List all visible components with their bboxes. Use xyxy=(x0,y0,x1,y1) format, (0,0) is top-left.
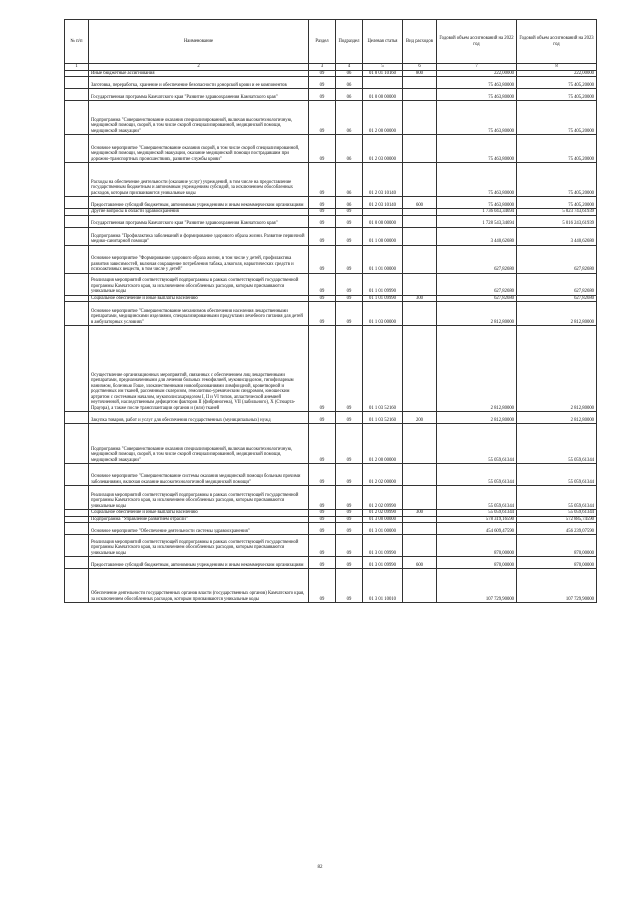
cell-target: 01 1 01 09990 xyxy=(363,295,403,302)
cell-name: Обеспечение деятельности государственных органов власти (государственных органов) Камчатского края, за исключением обособленных расходов, которым присваиваются уникальные коды xyxy=(89,569,309,603)
cell-num xyxy=(65,326,89,412)
cell-y2022: 75 463,80000 xyxy=(437,101,517,135)
table-row xyxy=(65,77,597,89)
cell-name: Основное мероприятие "Совершенствование системы оказания медицинской помощи больным прочими заболеваниями, включая оказание высокотехнологичной медицинской помощи" xyxy=(89,464,309,486)
cell-type xyxy=(403,464,437,486)
cell-name: Основное мероприятие "Формирование здорового образа жизни, в том числе у детей, профилактика развития зависимостей, включая сокращение потребления табака, алкоголя, наркотических средств и психоактивных веществ, в том числе у детей" xyxy=(89,245,309,273)
cell-name: Подпрограмма "Совершенствование оказания специализированной, включая высокотехнологичную, медицинской помощи, скорой, в том числе скорой специализированной, медицинской помощи, медицинской эвакуации" xyxy=(89,424,309,464)
cell-y2022: 2 812,80000 xyxy=(437,302,517,326)
cell-y2022: 454 609,47590 xyxy=(437,523,517,535)
cell-subsection: 09 xyxy=(336,326,363,412)
cell-num xyxy=(65,412,89,424)
cell-subsection: 09 xyxy=(336,302,363,326)
cell-subsection: 09 xyxy=(336,523,363,535)
table-row xyxy=(65,302,597,326)
cell-target xyxy=(363,77,403,89)
cell-subsection: 09 xyxy=(336,209,363,216)
cell-section: 09 xyxy=(309,215,336,227)
cell-name: Иные бюджетные ассигнования xyxy=(89,70,309,77)
cell-section: 09 xyxy=(309,326,336,412)
cell-y2022: 3 440,62680 xyxy=(437,227,517,245)
cell-type xyxy=(403,135,437,163)
cell-section: 09 xyxy=(309,163,336,197)
cell-section: 09 xyxy=(309,70,336,77)
cell-subsection: 09 xyxy=(336,412,363,424)
cell-y2022: 578 319,16590 xyxy=(437,516,517,523)
cell-y2023: 572 885,74590 xyxy=(517,516,597,523)
table-header xyxy=(65,20,597,64)
table-row xyxy=(65,486,597,510)
cell-target: 01 2 03 10140 xyxy=(363,197,403,209)
cell-subsection: 09 xyxy=(336,215,363,227)
cell-target: 01 1 01 09990 xyxy=(363,273,403,295)
cell-y2023: 75 405,20000 xyxy=(517,101,597,135)
cell-type xyxy=(403,215,437,227)
col-number: 5 xyxy=(363,64,403,71)
table-row xyxy=(65,245,597,273)
cell-type xyxy=(403,101,437,135)
cell-y2023: 55 059,61344 xyxy=(517,510,597,517)
cell-section: 09 xyxy=(309,412,336,424)
cell-type: 600 xyxy=(403,197,437,209)
cell-type xyxy=(403,535,437,557)
cell-y2022: 627,82680 xyxy=(437,273,517,295)
cell-y2022: 1 728 543,34694 xyxy=(437,215,517,227)
budget-table xyxy=(64,19,597,603)
cell-y2022: 75 463,80000 xyxy=(437,89,517,101)
col-number: 1 xyxy=(65,64,89,71)
cell-name: Реализация мероприятий соответствующей подпрограммы в рамках соответствующей государственной программы Камчатского края, за исключением обособленных расходов, которым присваиваются уникальные коды xyxy=(89,535,309,557)
cell-y2023: 75 405,20000 xyxy=(517,197,597,209)
cell-section: 09 xyxy=(309,464,336,486)
cell-section: 09 xyxy=(309,516,336,523)
cell-name: Подпрограмма "Профилактика заболеваний и формирование здорового образа жизни. Развитие первичной медико-санитарной помощи" xyxy=(89,227,309,245)
cell-type: 300 xyxy=(403,295,437,302)
cell-subsection: 09 xyxy=(336,557,363,569)
table-row xyxy=(65,535,597,557)
table-row xyxy=(65,412,597,424)
cell-name: Реализация мероприятий соответствующей подпрограммы в рамках соответствующей государственной программы Камчатского края, за исключением обособленных расходов, которым присваиваются уникальные коды xyxy=(89,486,309,510)
cell-y2022: 75 463,80000 xyxy=(437,135,517,163)
cell-name: Расходы на обеспечение деятельности (оказание услуг) учреждений, в том числе на предоставление государственным бюджетным и автономным учреждениям субсидий, за исключением обособленных расходов, которым присваиваются уникальные коды xyxy=(89,163,309,197)
cell-type: 300 xyxy=(403,510,437,517)
cell-num xyxy=(65,101,89,135)
cell-type xyxy=(403,89,437,101)
cell-section: 09 xyxy=(309,227,336,245)
cell-y2023: 627,82680 xyxy=(517,295,597,302)
col-number: 2 xyxy=(89,64,309,71)
cell-num xyxy=(65,302,89,326)
cell-type xyxy=(403,163,437,197)
cell-y2022: 2 812,80000 xyxy=(437,326,517,412)
cell-name: Подпрограмма "Совершенствование оказания специализированной, включая высокотехнологичную, медицинской помощи, скорой, в том числе скорой специализированной, медицинской помощи, медицинской эвакуации" xyxy=(89,101,309,135)
cell-y2023: 75 405,20000 xyxy=(517,163,597,197)
cell-name: Государственная программа Камчатского края "Развитие здравоохранения Камчатского края" xyxy=(89,215,309,227)
cell-type xyxy=(403,77,437,89)
cell-y2023: 2 812,80000 xyxy=(517,326,597,412)
cell-subsection: 09 xyxy=(336,424,363,464)
cell-subsection: 09 xyxy=(336,227,363,245)
cell-type xyxy=(403,273,437,295)
cell-y2023: 55 059,61344 xyxy=(517,464,597,486)
col-number: 6 xyxy=(403,64,437,71)
header-section: Раздел xyxy=(309,20,336,64)
cell-num xyxy=(65,77,89,89)
cell-target: 01 8 01 10160 xyxy=(363,70,403,77)
cell-num xyxy=(65,569,89,603)
col-number: 8 xyxy=(517,64,597,71)
cell-name: Основное мероприятие "Совершенствование оказания скорой, в том числе скорой специализированной, медицинской помощи, медицинской эвакуации, оказание медицинской помощи пострадавшим при дорожно-транспортных происшествиях, развитие службы крови" xyxy=(89,135,309,163)
cell-target: 01 2 02 00000 xyxy=(363,464,403,486)
col-number: 4 xyxy=(336,64,363,71)
header-name: Наименование xyxy=(89,20,309,64)
table-body xyxy=(65,70,597,603)
cell-y2022: 55 059,61344 xyxy=(437,510,517,517)
cell-section: 09 xyxy=(309,89,336,101)
cell-y2022: 870,00000 xyxy=(437,535,517,557)
cell-y2023: 55 059,61344 xyxy=(517,486,597,510)
cell-name: Заготовка, переработка, хранение и обеспечение безопасности донорской крови и ее компонентов xyxy=(89,77,309,89)
cell-y2022: 75 463,80000 xyxy=(437,77,517,89)
cell-section: 09 xyxy=(309,101,336,135)
cell-name: Предоставление субсидий бюджетным, автономным учреждениям и иным некоммерческим организациям xyxy=(89,197,309,209)
cell-y2023: 75 405,20000 xyxy=(517,135,597,163)
cell-y2023: 3 440,62680 xyxy=(517,227,597,245)
cell-section: 09 xyxy=(309,510,336,517)
cell-target: 01 2 02 09990 xyxy=(363,510,403,517)
cell-num xyxy=(65,424,89,464)
cell-num xyxy=(65,163,89,197)
table-row xyxy=(65,326,597,412)
cell-type xyxy=(403,326,437,412)
cell-target: 01 0 00 00000 xyxy=(363,215,403,227)
cell-section: 09 xyxy=(309,245,336,273)
cell-target: 01 3 01 09990 xyxy=(363,535,403,557)
cell-num xyxy=(65,557,89,569)
cell-subsection: 09 xyxy=(336,569,363,603)
cell-type: 200 xyxy=(403,412,437,424)
cell-target: 01 1 03 00000 xyxy=(363,302,403,326)
cell-target: 01 3 01 09990 xyxy=(363,557,403,569)
table-row xyxy=(65,227,597,245)
cell-target: 01 1 00 00000 xyxy=(363,227,403,245)
cell-section: 09 xyxy=(309,424,336,464)
cell-num xyxy=(65,523,89,535)
cell-target: 01 0 00 00000 xyxy=(363,89,403,101)
cell-name: Основное мероприятие "Обеспечение деятельности системы здравоохранения" xyxy=(89,523,309,535)
cell-section: 09 xyxy=(309,557,336,569)
cell-type xyxy=(403,523,437,535)
col-number: 3 xyxy=(309,64,336,71)
cell-name: Социальное обеспечение и иные выплаты населению xyxy=(89,295,309,302)
cell-subsection: 09 xyxy=(336,245,363,273)
cell-y2022: 627,82680 xyxy=(437,295,517,302)
table-row xyxy=(65,89,597,101)
cell-name: Социальное обеспечение и иные выплаты населению xyxy=(89,510,309,517)
cell-num xyxy=(65,227,89,245)
cell-section: 09 xyxy=(309,197,336,209)
table-row xyxy=(65,464,597,486)
cell-y2023: 222,00000 xyxy=(517,70,597,77)
cell-section: 09 xyxy=(309,209,336,216)
cell-type xyxy=(403,245,437,273)
cell-subsection: 06 xyxy=(336,197,363,209)
cell-section: 09 xyxy=(309,569,336,603)
cell-target: 01 1 03 52160 xyxy=(363,326,403,412)
page-number: 82 xyxy=(317,865,323,870)
cell-type: 600 xyxy=(403,557,437,569)
cell-name: Основное мероприятие "Совершенствование механизмов обеспечения населения лекарственными препаратами, медицинскими изделиями, специализированными продуктами лечебного питания для детей в амбулаторных условиях" xyxy=(89,302,309,326)
cell-num xyxy=(65,464,89,486)
cell-subsection: 06 xyxy=(336,163,363,197)
cell-y2022: 75 463,80000 xyxy=(437,197,517,209)
cell-section: 09 xyxy=(309,486,336,510)
cell-target: 01 3 01 10010 xyxy=(363,569,403,603)
cell-subsection: 09 xyxy=(336,273,363,295)
cell-type xyxy=(403,302,437,326)
cell-subsection: 09 xyxy=(336,464,363,486)
cell-num xyxy=(65,245,89,273)
cell-subsection: 06 xyxy=(336,77,363,89)
table-row xyxy=(65,273,597,295)
cell-y2023: 75 405,20000 xyxy=(517,89,597,101)
cell-y2022: 870,00000 xyxy=(437,557,517,569)
header-y2023: Годовой объем ассигнований на 2023 год xyxy=(517,20,597,64)
cell-y2022: 75 463,80000 xyxy=(437,163,517,197)
cell-num xyxy=(65,215,89,227)
table-row xyxy=(65,424,597,464)
cell-type xyxy=(403,569,437,603)
header-subsection: Подраздел xyxy=(336,20,363,64)
cell-y2022: 1 736 043,34694 xyxy=(437,209,517,216)
cell-target: 01 1 03 52160 xyxy=(363,412,403,424)
header-num: № п/п xyxy=(65,20,89,64)
cell-y2023: 5 023 743,61939 xyxy=(517,209,597,216)
cell-y2022: 55 059,61344 xyxy=(437,424,517,464)
cell-y2023: 75 405,20000 xyxy=(517,77,597,89)
cell-name: Реализация мероприятий соответствующей подпрограммы в рамках соответствующей государственной программы Камчатского края, за исключением обособленных расходов, которым присваиваются уникальные коды xyxy=(89,273,309,295)
cell-subsection: 06 xyxy=(336,135,363,163)
cell-target: 01 2 03 10140 xyxy=(363,163,403,197)
cell-subsection: 09 xyxy=(336,535,363,557)
table-row xyxy=(65,557,597,569)
cell-y2023: 870,00000 xyxy=(517,557,597,569)
cell-y2022: 627,82680 xyxy=(437,245,517,273)
table-row xyxy=(65,569,597,603)
cell-y2023: 456 239,07590 xyxy=(517,523,597,535)
cell-target: 01 3 00 00000 xyxy=(363,516,403,523)
cell-num xyxy=(65,486,89,510)
cell-type xyxy=(403,424,437,464)
table-row xyxy=(65,523,597,535)
cell-name: Другие вопросы в области здравоохранения xyxy=(89,209,309,216)
cell-subsection: 09 xyxy=(336,486,363,510)
cell-name: Осуществление организационных мероприятий, связанных с обеспечением лиц лекарственными препаратами, предназначенными для лечения больных гемофилией, муковисцидозом, гипофизарным нанизмом, болезнью Гоше, злокачественными новообразованиями лимфоидной, кроветворной и родственных им тканей, рассеянным склерозом, гемолитико-уремическим синдромом, юношеским артритом с системным началом, мукополисахаридозом I, II и VI типов, апластической анемией неуточненной, наследственным дефицитом факторов II (фибриногена), VII (лабильного), X (Стюарта-Прауэра), а также после трансплантации органов и (или) тканей xyxy=(89,326,309,412)
cell-y2022: 107 729,90000 xyxy=(437,569,517,603)
col-number: 7 xyxy=(437,64,517,71)
cell-target: 01 2 00 00000 xyxy=(363,101,403,135)
cell-type: 800 xyxy=(403,70,437,77)
table-row xyxy=(65,163,597,197)
cell-target: 01 2 03 00000 xyxy=(363,135,403,163)
cell-name: Подпрограмма "Управление развитием отрасли" xyxy=(89,516,309,523)
cell-target: 01 3 01 00000 xyxy=(363,523,403,535)
cell-y2022: 2 812,80000 xyxy=(437,412,517,424)
cell-section: 09 xyxy=(309,535,336,557)
cell-y2023: 627,82680 xyxy=(517,273,597,295)
cell-section: 09 xyxy=(309,302,336,326)
cell-section: 09 xyxy=(309,135,336,163)
cell-name: Государственная программа Камчатского края "Развитие здравоохранения Камчатского края" xyxy=(89,89,309,101)
cell-subsection: 09 xyxy=(336,516,363,523)
cell-subsection: 09 xyxy=(336,510,363,517)
cell-section: 09 xyxy=(309,523,336,535)
cell-name: Предоставление субсидий бюджетным, автономным учреждениям и иным некоммерческим организациям xyxy=(89,557,309,569)
cell-y2023: 55 059,61344 xyxy=(517,424,597,464)
cell-num xyxy=(65,535,89,557)
table-row xyxy=(65,101,597,135)
table-row xyxy=(65,197,597,209)
header-target: Целевая статья xyxy=(363,20,403,64)
cell-y2022: 55 059,61344 xyxy=(437,486,517,510)
cell-y2023: 107 729,90000 xyxy=(517,569,597,603)
cell-target: 01 2 02 09990 xyxy=(363,486,403,510)
table-row xyxy=(65,135,597,163)
cell-y2023: 2 812,80000 xyxy=(517,302,597,326)
cell-y2023: 5 016 243,61939 xyxy=(517,215,597,227)
cell-y2023: 627,82680 xyxy=(517,245,597,273)
header-y2022: Годовой объем ассигнований на 2022 год xyxy=(437,20,517,64)
cell-num xyxy=(65,197,89,209)
cell-section: 09 xyxy=(309,77,336,89)
cell-num xyxy=(65,273,89,295)
cell-section: 09 xyxy=(309,295,336,302)
cell-num xyxy=(65,135,89,163)
cell-name: Закупка товаров, работ и услуг для обеспечения государственных (муниципальных) нужд xyxy=(89,412,309,424)
cell-y2022: 55 059,61344 xyxy=(437,464,517,486)
cell-subsection: 09 xyxy=(336,295,363,302)
cell-type xyxy=(403,486,437,510)
cell-subsection: 06 xyxy=(336,70,363,77)
cell-y2022: 222,00000 xyxy=(437,70,517,77)
cell-num xyxy=(65,89,89,101)
cell-type xyxy=(403,227,437,245)
header-type: Вид расходов xyxy=(403,20,437,64)
cell-y2023: 2 812,80000 xyxy=(517,412,597,424)
cell-subsection: 06 xyxy=(336,101,363,135)
table-row xyxy=(65,215,597,227)
cell-subsection: 06 xyxy=(336,89,363,101)
cell-target: 01 1 01 00000 xyxy=(363,245,403,273)
cell-y2023: 870,00000 xyxy=(517,535,597,557)
cell-section: 09 xyxy=(309,273,336,295)
cell-target: 01 2 00 00000 xyxy=(363,424,403,464)
